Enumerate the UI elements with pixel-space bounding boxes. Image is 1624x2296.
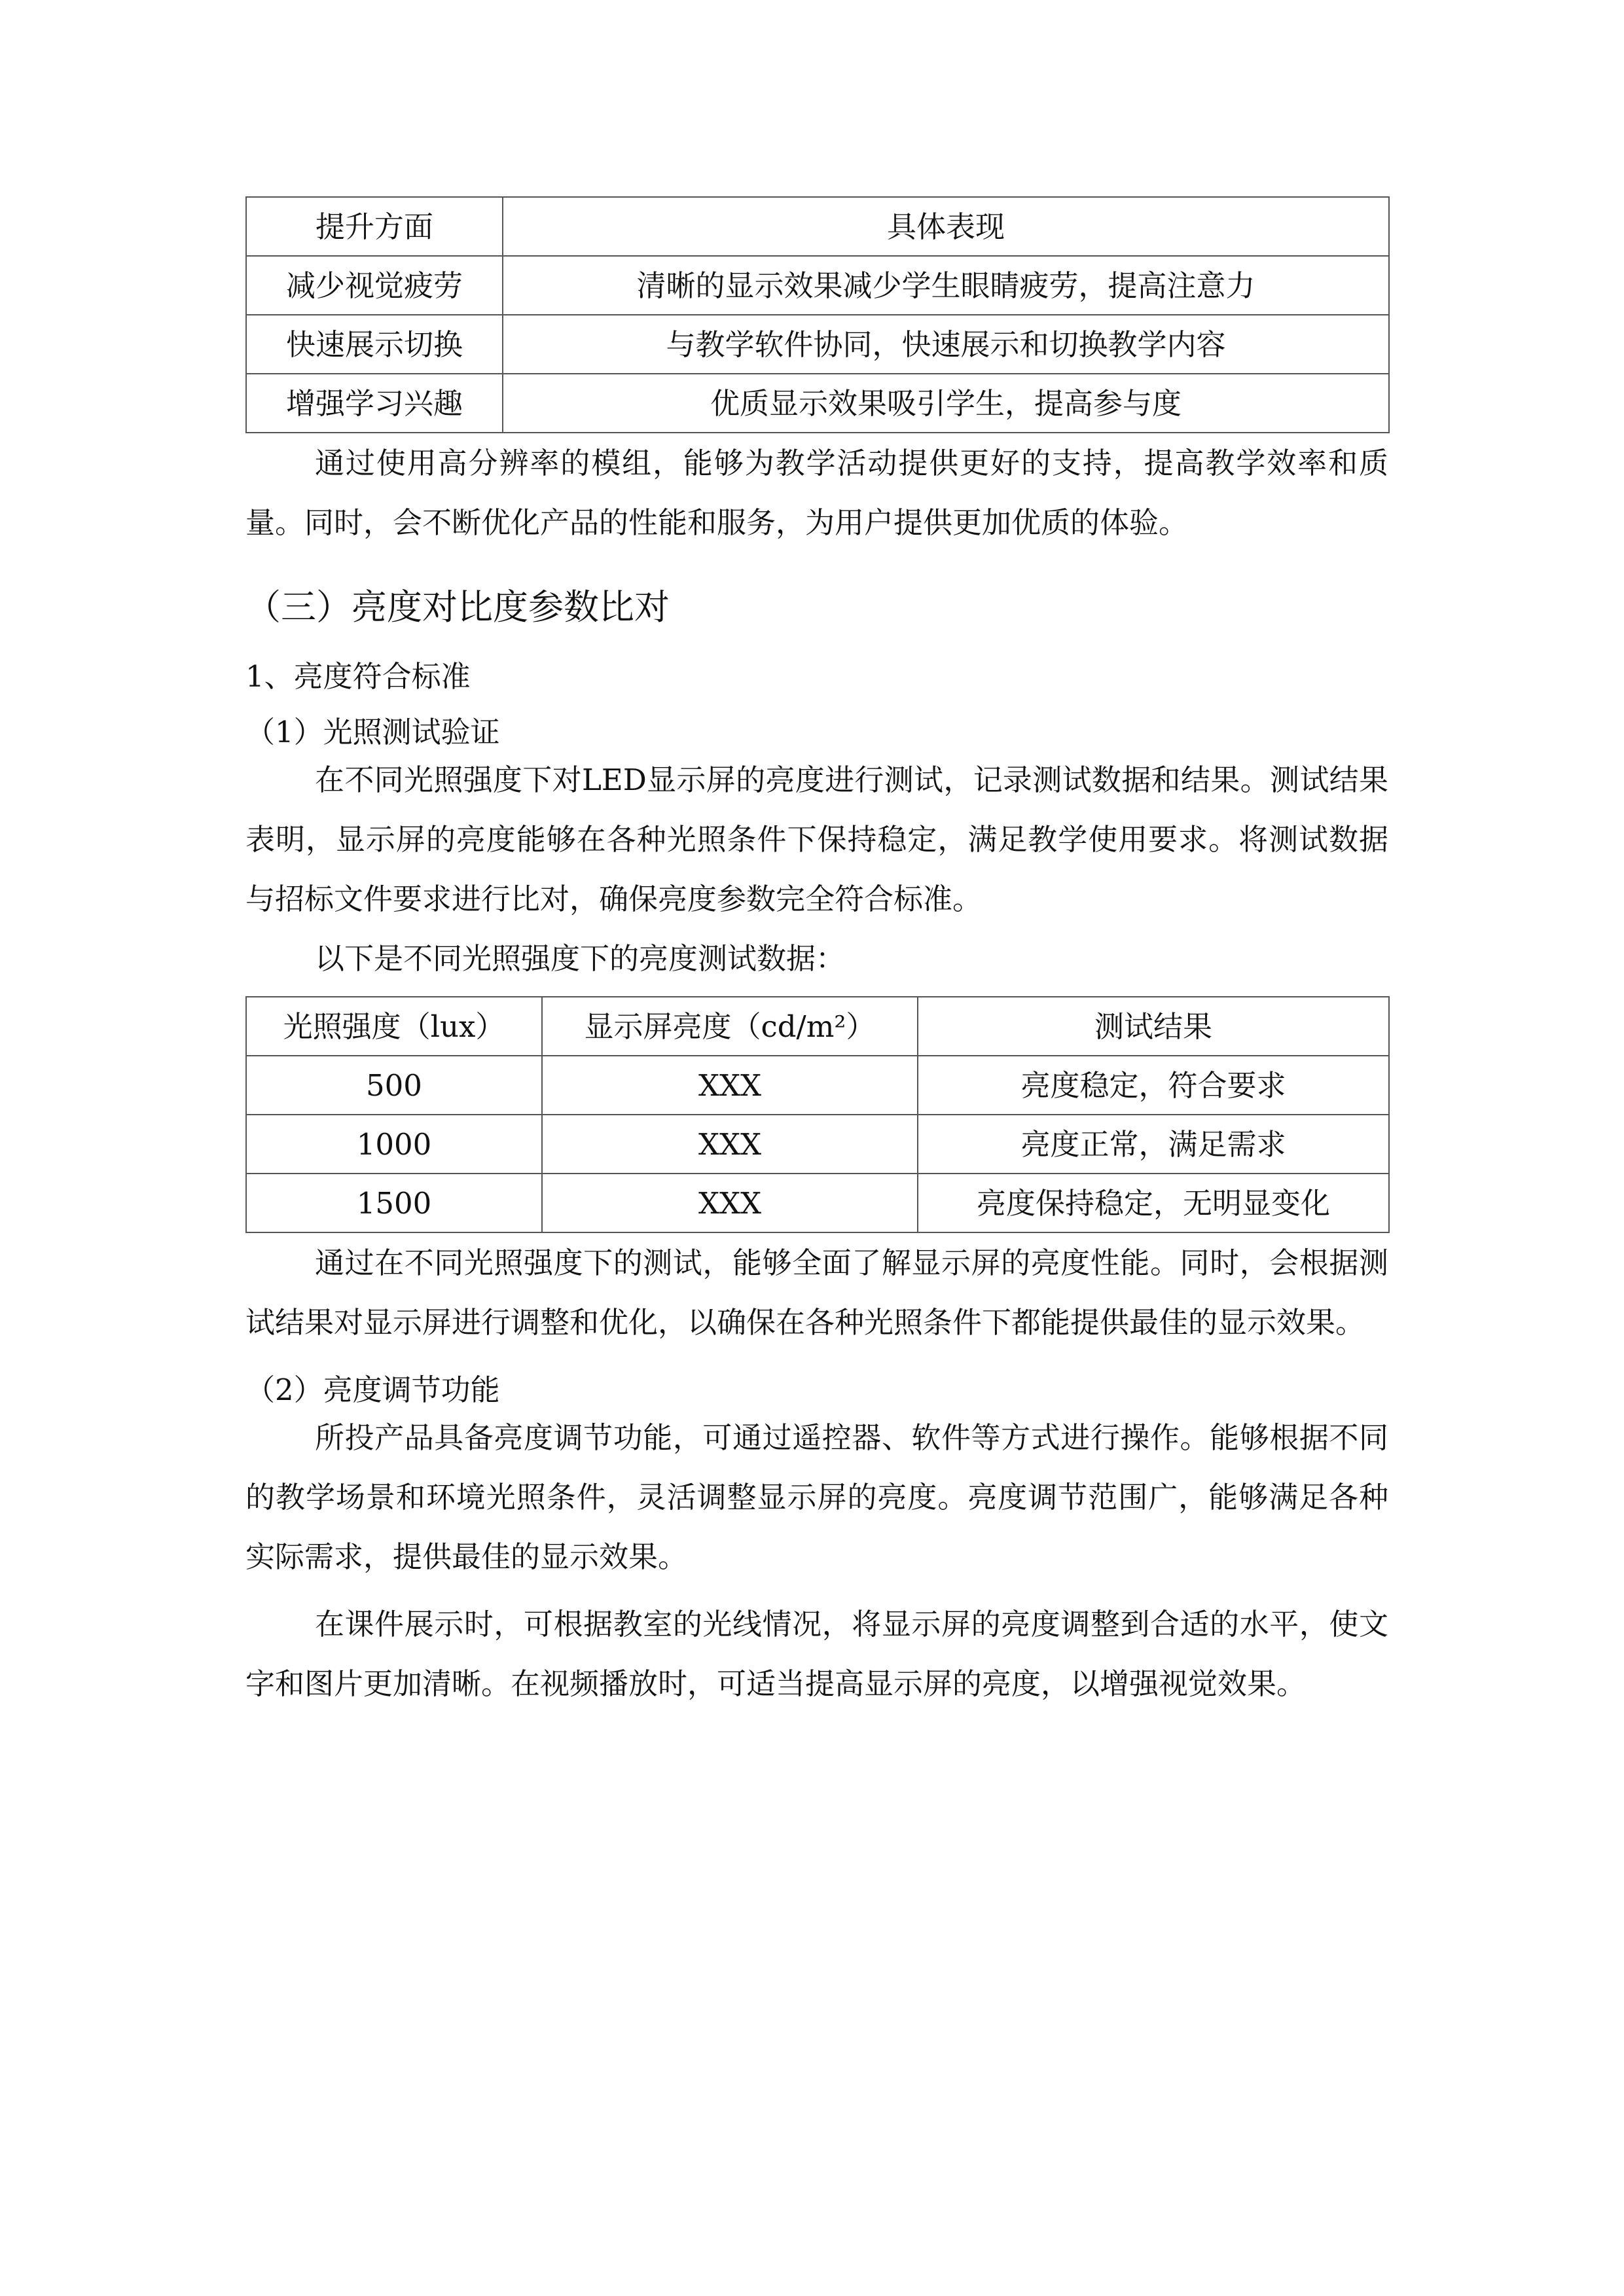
table-intro: 以下是不同光照强度下的亮度测试数据：: [315, 941, 846, 976]
table-row: [246, 315, 1389, 374]
brightness-test-table: [245, 996, 1390, 1233]
table-row: [246, 256, 1389, 315]
improvement-table: [245, 196, 1390, 433]
table-cell: 清晰的显示效果减少学生眼睛疲劳，提高注意力: [503, 256, 1389, 315]
table-row: [246, 1115, 1389, 1174]
subsection-heading: 1、亮度符合标准: [245, 659, 471, 694]
table-row: [246, 1174, 1389, 1232]
table-cell: 亮度正常，满足需求: [918, 1115, 1389, 1174]
table-cell: 亮度稳定，符合要求: [918, 1056, 1389, 1115]
item-heading: （1）光照测试验证: [245, 715, 500, 749]
table-cell: 减少视觉疲劳: [246, 256, 503, 315]
table-cell: 1500: [246, 1174, 542, 1232]
table-cell: 增强学习兴趣: [246, 374, 503, 433]
table-header-cell: 具体表现: [503, 197, 1389, 256]
table-row: [246, 1056, 1389, 1115]
table-header-row: [246, 997, 1389, 1056]
table-header-row: [246, 197, 1389, 256]
body-paragraph: 所投产品具备亮度调节功能，可通过遥控器、软件等方式进行操作。能够根据不同的教学场景和环境光照条件，灵活调整显示屏的亮度。亮度调节范围广，能够满足各种实际需求，提供最佳的显示效果。: [245, 1420, 1388, 1574]
table-cell: 优质显示效果吸引学生，提高参与度: [503, 374, 1389, 433]
table-cell: XXX: [542, 1056, 918, 1115]
table-cell: XXX: [542, 1174, 918, 1232]
table-header-cell: 光照强度（lux）: [246, 997, 542, 1056]
table-header-cell: 测试结果: [918, 997, 1389, 1056]
section-heading: （三）亮度对比度参数比对: [245, 586, 670, 628]
body-paragraph: 在不同光照强度下对LED显示屏的亮度进行测试，记录测试数据和结果。测试结果表明，显示屏的亮度能够在各种光照条件下保持稳定，满足教学使用要求。将测试数据与招标文件要求进行比对，确保亮度参数完全符合标准。: [245, 762, 1388, 916]
body-paragraph: 通过使用高分辨率的模组，能够为教学活动提供更好的支持，提高教学效率和质量。同时，会不断优化产品的性能和服务，为用户提供更加优质的体验。: [245, 446, 1388, 540]
body-paragraph: 通过在不同光照强度下的测试，能够全面了解显示屏的亮度性能。同时，会根据测试结果对显示屏进行调整和优化，以确保在各种光照条件下都能提供最佳的显示效果。: [245, 1246, 1388, 1340]
table-cell: 与教学软件协同，快速展示和切换教学内容: [503, 315, 1389, 374]
table-row: [246, 374, 1389, 433]
table-cell: 1000: [246, 1115, 542, 1174]
table-cell: 快速展示切换: [246, 315, 503, 374]
table-cell: XXX: [542, 1115, 918, 1174]
item-heading: （2）亮度调节功能: [245, 1372, 500, 1407]
table-cell: 500: [246, 1056, 542, 1115]
table-header-cell: 显示屏亮度（cd/m²）: [542, 997, 918, 1056]
body-paragraph: 在课件展示时，可根据教室的光线情况，将显示屏的亮度调整到合适的水平，使文字和图片更加清晰。在视频播放时，可适当提高显示屏的亮度，以增强视觉效果。: [245, 1607, 1388, 1701]
table-header-cell: 提升方面: [246, 197, 503, 256]
table-cell: 亮度保持稳定，无明显变化: [918, 1174, 1389, 1232]
document-page: [245, 196, 1388, 1713]
